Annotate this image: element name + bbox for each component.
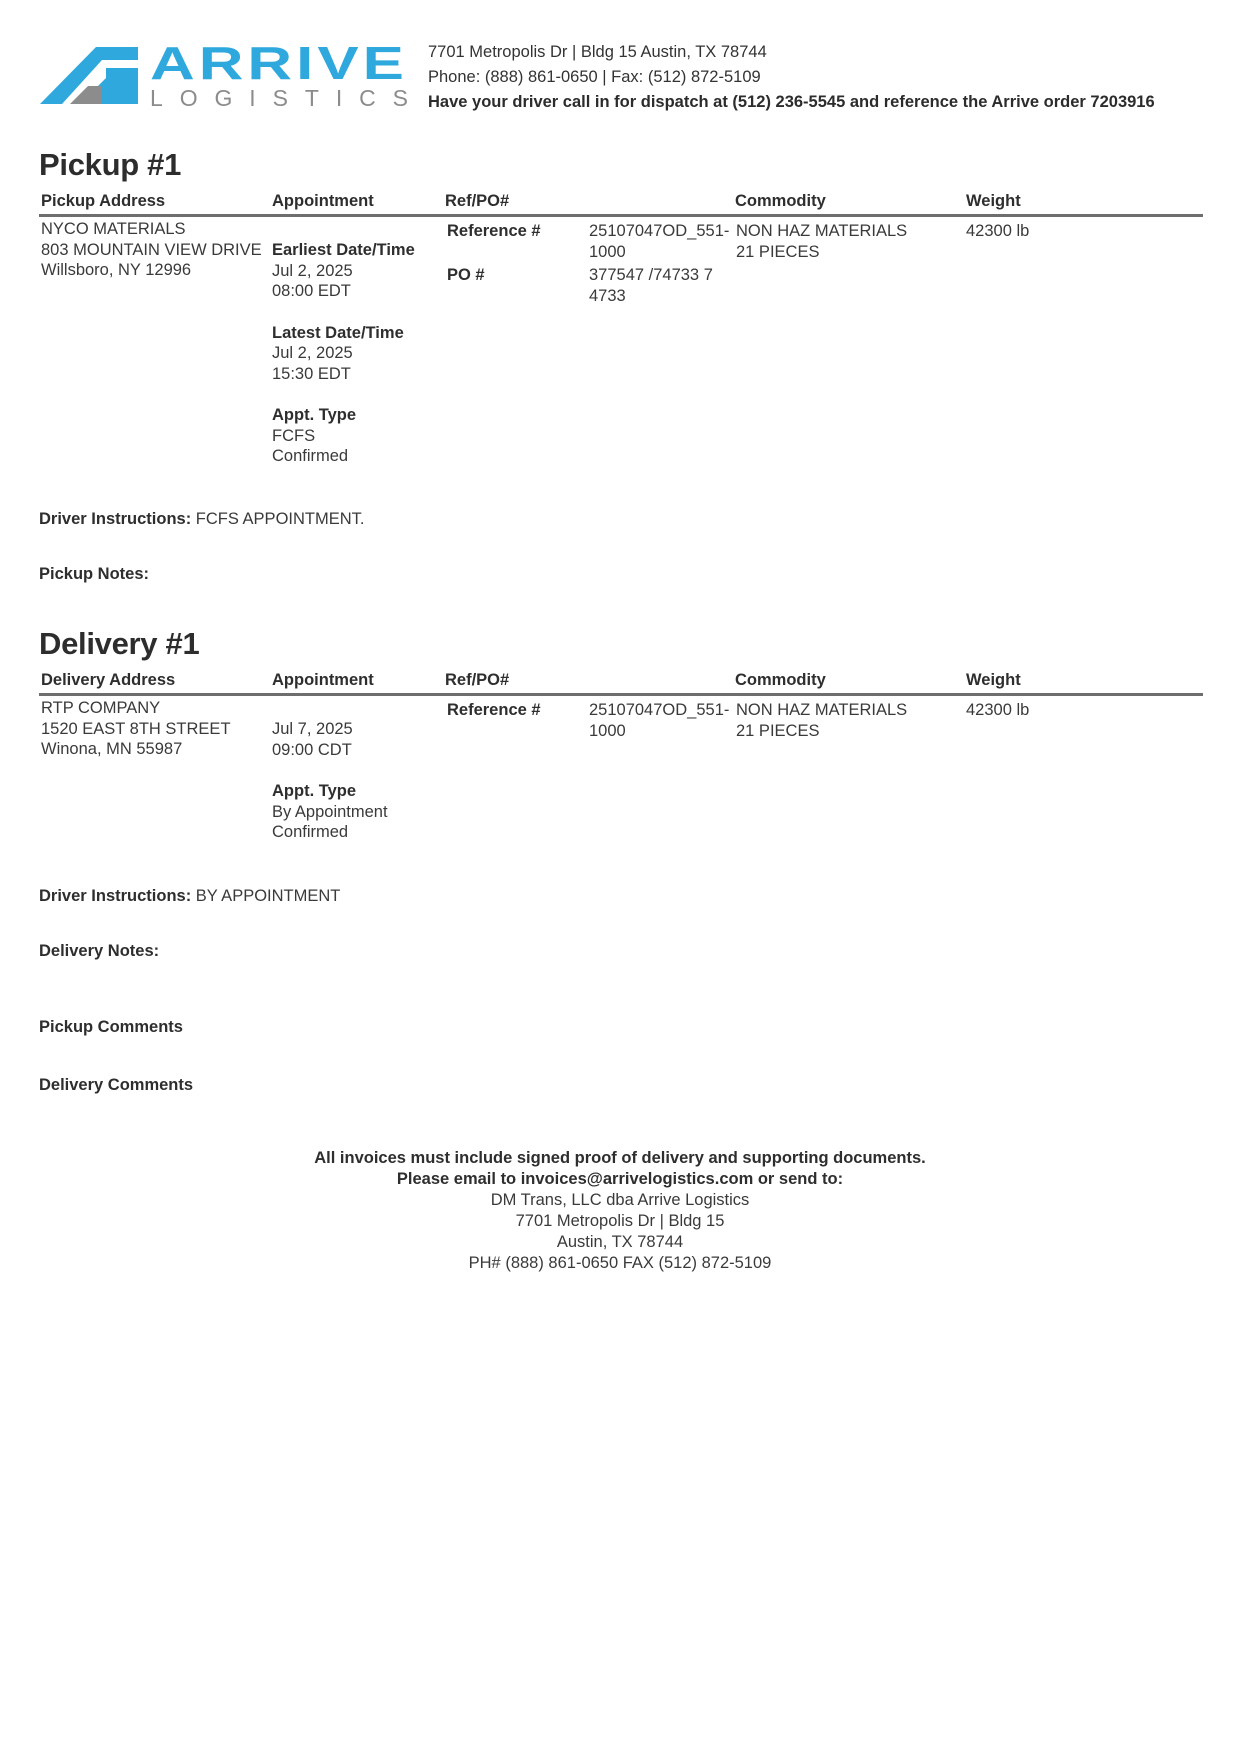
company-address: 7701 Metropolis Dr | Bldg 15 Austin, TX 78744 [428, 43, 767, 61]
pickup-driver-instructions: Driver Instructions: FCFS APPOINTMENT. [39, 510, 365, 528]
pickup-commodity: NON HAZ MATERIALS 21 PIECES [736, 222, 908, 261]
delivery-title: Delivery #1 [39, 626, 200, 661]
pickup-ref-label: Reference # [447, 222, 541, 240]
delivery-appointment: Jul 7, 2025 09:00 CDT Appt. Type By Appointment Confirmed [272, 720, 388, 841]
delivery-notes: Delivery Notes: [39, 942, 160, 960]
col-delivery-address: Delivery Address [41, 671, 176, 689]
company-phone: Phone: (888) 861-0650 | Fax: (512) 872-5109 [428, 68, 761, 86]
delivery-driver-instructions: Driver Instructions: BY APPOINTMENT [39, 887, 341, 905]
invoice-footer: All invoices must include signed proof of delivery and supporting documents. Please email to invoices@arrivelogistics.com or send to: DM Trans, LLC dba Arrive Logistics 7701 Metropolis Dr | Bldg 15 Austin, TX 78744 PH# (888) 861-0650 FAX (512) 872-5109 [314, 1149, 926, 1272]
pickup-divider [39, 214, 1203, 217]
pickup-po-label: PO # [447, 266, 485, 284]
pickup-weight: 42300 lb [966, 222, 1030, 240]
col-ref-po: Ref/PO# [445, 192, 510, 210]
company-contact [428, 40, 1155, 115]
arrive-logistics-logo [40, 44, 410, 110]
pickup-appointment: Earliest Date/Time Jul 2, 2025 08:00 EDT Latest Date/Time Jul 2, 2025 15:30 EDT Appt. Type FCFS Confirmed [272, 241, 415, 465]
pickup-ref-value: 25107047OD_551- 1000 [589, 222, 730, 261]
pickup-address: NYCO MATERIALS 803 MOUNTAIN VIEW DRIVE Willsboro, NY 12996 [41, 220, 262, 279]
delivery-ref-value: 25107047OD_551- 1000 [589, 701, 730, 740]
col-weight: Weight [966, 192, 1021, 210]
delivery-weight: 42300 lb [966, 701, 1030, 719]
dispatch-instructions: Have your driver call in for dispatch at (512) 236-5545 and reference the Arrive order 7203916 [428, 93, 1155, 111]
pickup-title: Pickup #1 [39, 147, 182, 182]
col-weight: Weight [966, 671, 1021, 689]
delivery-address: RTP COMPANY 1520 EAST 8TH STREET Winona, MN 55987 [41, 699, 231, 758]
pickup-po-value: 377547 /74733 7 4733 [589, 266, 713, 305]
col-appointment: Appointment [272, 192, 374, 210]
delivery-comments: Delivery Comments [39, 1076, 194, 1094]
logo-word: ARRIVE [150, 44, 408, 89]
logo-sub: LOGISTICS [150, 85, 408, 110]
delivery-divider [39, 693, 1203, 696]
pickup-notes: Pickup Notes: [39, 565, 150, 583]
delivery-commodity: NON HAZ MATERIALS 21 PIECES [736, 701, 908, 740]
col-commodity: Commodity [735, 671, 826, 689]
col-ref-po: Ref/PO# [445, 671, 510, 689]
col-pickup-address: Pickup Address [41, 192, 166, 210]
col-commodity: Commodity [735, 192, 826, 210]
logo-mark-icon [40, 47, 138, 104]
pickup-comments: Pickup Comments [39, 1018, 183, 1036]
col-appointment: Appointment [272, 671, 374, 689]
delivery-ref-label: Reference # [447, 701, 541, 719]
